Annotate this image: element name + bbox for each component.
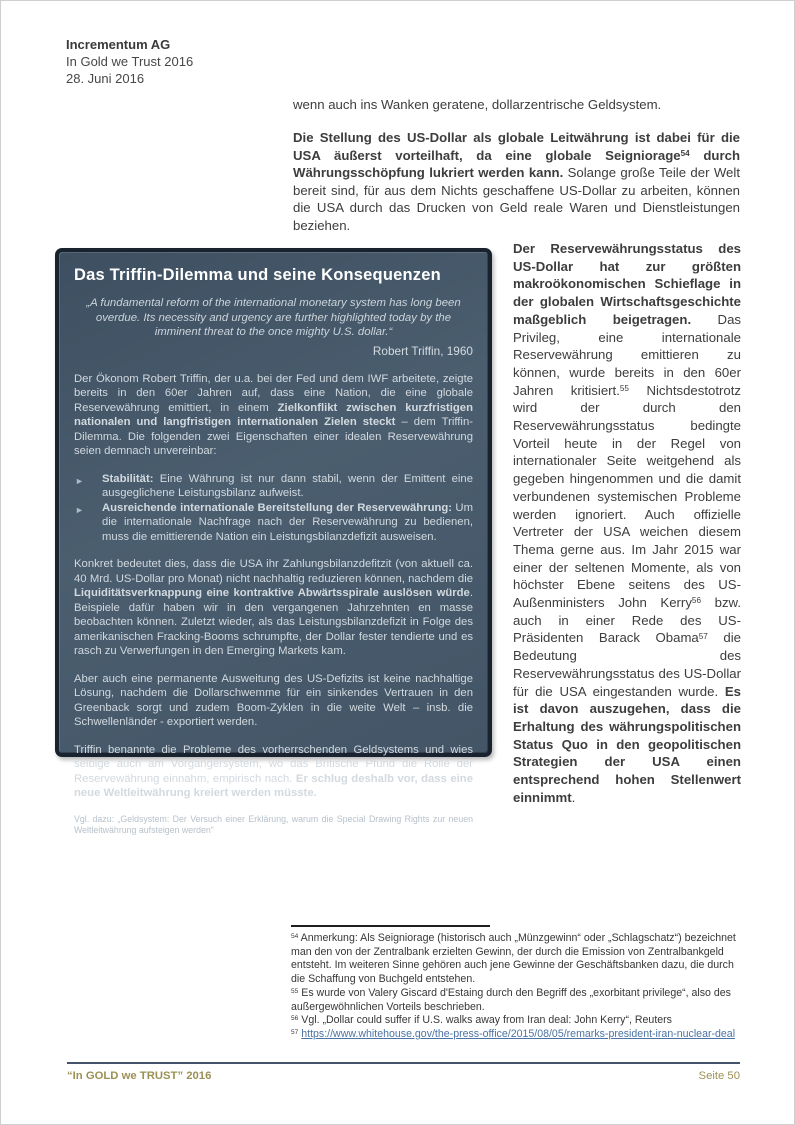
page-header (66, 36, 193, 87)
bullet-item (74, 501, 473, 545)
bullet-item (74, 472, 473, 501)
box-source-note: Vgl. dazu: „Geldsystem: Der Versuch einer Erklärung, warum die Special Drawing Rights zur neuen Weltleitwährung aufsteigen werden“ (74, 813, 473, 835)
page-footer (67, 1070, 740, 1082)
box-paragraph: Aber auch eine permanente Ausweitung des US-Defizits ist keine nachhaltige Lösung, nachdem die Dollarschwemme für ein sinkendes Vertrauen in den Greenback sorgt und zudem Boom-Zyklen in die weite Welt – insb. die Schwellenländer - exportiert werden. (74, 672, 473, 729)
footnote-item: $^{57}$ https://www.whitehouse.gov/the-press-office/2015/08/05/remarks-president-iran-nuclear-deal (291, 1027, 736, 1040)
bullet-text: Stabilität: Eine Währung ist nur dann stabil, wenn der Emittent eine ausgeglichene Leistungsbilanz aufweist. (102, 472, 473, 500)
company-name: Incrementum AG (66, 37, 171, 52)
footnote-item: $^{55}$ Es wurde von Valery Giscard d'Estaing durch den Begriff des „exorbitant privilege“, also des außergewöhnlichen Vorteils beschrieben. (291, 986, 731, 1013)
box-quote: „A fundamental reform of the international monetary system has long been overdue. Its necessity and urgency are further highlighted today by the imminent threat to the once mighty U.S. dollar.“ (86, 297, 461, 339)
report-title: In Gold we Trust 2016 (66, 54, 194, 69)
bullet-text: Ausreichende internationale Bereitstellung der Reservewährung: Um die internationale Nachfrage nach der Reservewährung zu bedienen, muss die emittierende Nation ein Leistungsbilanzdefizit ausweisen. (102, 501, 473, 543)
footer-report-title: “In GOLD we TRUST” 2016 (67, 1070, 212, 1082)
intro-paragraph: wenn auch ins Wanken geratene, dollarzentrische Geldsystem. (293, 97, 662, 112)
footnote-separator (291, 925, 490, 927)
footer-page-number: Seite 50 (698, 1070, 740, 1082)
report-date: 28. Juni 2016 (66, 71, 145, 86)
footnote-item: $^{56}$ Vgl. „Dollar could suffer if U.S. walks away from Iran deal: John Kerry“, Reuters (291, 1014, 672, 1027)
bullet-arrow-icon: ► (75, 504, 84, 515)
footnote-link[interactable]: https://www.whitehouse.gov/the-press-office/2015/08/05/remarks-president-iran-nuclear-deal (301, 1027, 736, 1040)
bullet-arrow-icon: ► (75, 475, 84, 486)
box-quote-attribution: Robert Triffin, 1960 (372, 343, 473, 358)
box-title: Das Triffin-Dilemma und seine Konsequenzen (74, 266, 441, 284)
triffin-dilemma-box (55, 248, 492, 835)
box-paragraph: Der Ökonom Robert Triffin, der u.a. bei der Fed und dem IWF arbeitete, zeigte bereits in den 60er Jahren auf, dass eine Nation, die eine globale Reservewährung emittiert, in einem Zielkonflikt zwischen kurzfristigen nationalen und langfristigen internationalen Zielen steckt – dem Triffin-Dilemma. Die folgenden zwei Eigenschaften einer idealen Reservewährung seien demnach unvereinbar: (74, 372, 473, 458)
lead-paragraph: Die Stellung des US-Dollar als globale Leitwährung ist dabei für die USA äußerst vorteilhaft, da eine globale Seigniorage$^{54}$ durch Währungsschöpfung lukriert werden kann. Solange große Teile der Welt bereit sind, für aus dem Nichts geschaffene US-Dollar zu arbeiten, können die USA durch das Drucken von Geld reale Waren und Dienstleistungen beziehen. (293, 130, 741, 233)
bullet-list (74, 472, 473, 545)
footnotes-section (291, 932, 744, 1042)
footnote-item: $^{54}$ Anmerkung: Als Seigniorage (historisch auch „Münzgewinn“ oder „Schlagschatz“) bezeichnet man den von der Zentralbank erzielten Gewinn, der durch die Emission von Zentralbankgeld entsteht. Im weiteren Sinne gehören auch jene Gewinne der Geschäftsbanken dazu, die durch die Schaffung von Buchgeld entstehen. (291, 932, 736, 986)
footer-rule (67, 1062, 740, 1064)
box-paragraph: Triffin benannte die Probleme des vorherrschenden Geldsystems und wies selbige auch am Vorgängersystem, wo das Britische Pfund die Rolle der Reservewährung einnahm, empirisch nach. Er schlug deshalb vor, dass eine neue Weltleitwährung kreiert werden müsste. (74, 743, 473, 800)
box-paragraph: Konkret bedeutet dies, dass die USA ihr Zahlungsbilanzdefitzit (von aktuell ca. 40 Mrd. US-Dollar pro Monat) nicht nachhaltig reduzieren können, nachdem die Liquiditätsverknappung eine kontraktive Abwärtsspirale auslösen würde. Beispiele dafür haben wir in den vergangenen Jahrzehnten en masse beobachten können. Zuletzt wieder, als das Leistungsbilanzdefizit in Folge des amerikanischen Fracking-Booms schrumpfte, der Dollar fester tendierte und es rasch zu Verwerfungen in den Emerging Markets kam. (74, 558, 473, 658)
margin-commentary: Der Reservewährungsstatus des US-Dollar hat zur größten makroökonomischen Schieflage in der globalen Wirtschaftsgeschichte maßgeblich beigetragen. Das Privileg, eine internationale Reservewährung emittieren zu können, wurde bereits in den 60er Jahren kritisiert.$^{55}$ Nichtsdestotrotz wird der durch den Reservewährungsstatus bedingte Vorteil heute in der Regel von internationaler Seite weitgehend als gegeben hingenommen und die damit verbundenen systemischen Probleme werden ignoriert. Auch offizielle Vertreter der USA weichen diesem Thema gerne aus. Im Jahr 2015 war einer der seltenen Momente, als von höchster Ebene seitens des US-Außenministers John Kerry$^{56}$ bzw. auch in einer Rede des US-Präsidenten Barack Obama$^{57}$ die Bedeutung des Reservewährungsstatus des US-Dollar für die USA eingestanden wurde. Es ist davon auszugehen, dass die Erhaltung des währungspolitischen Status Quo in den geopolitischen Strategien der USA einen entsprechend hohen Stellenwert einnimmt. (513, 241, 742, 805)
